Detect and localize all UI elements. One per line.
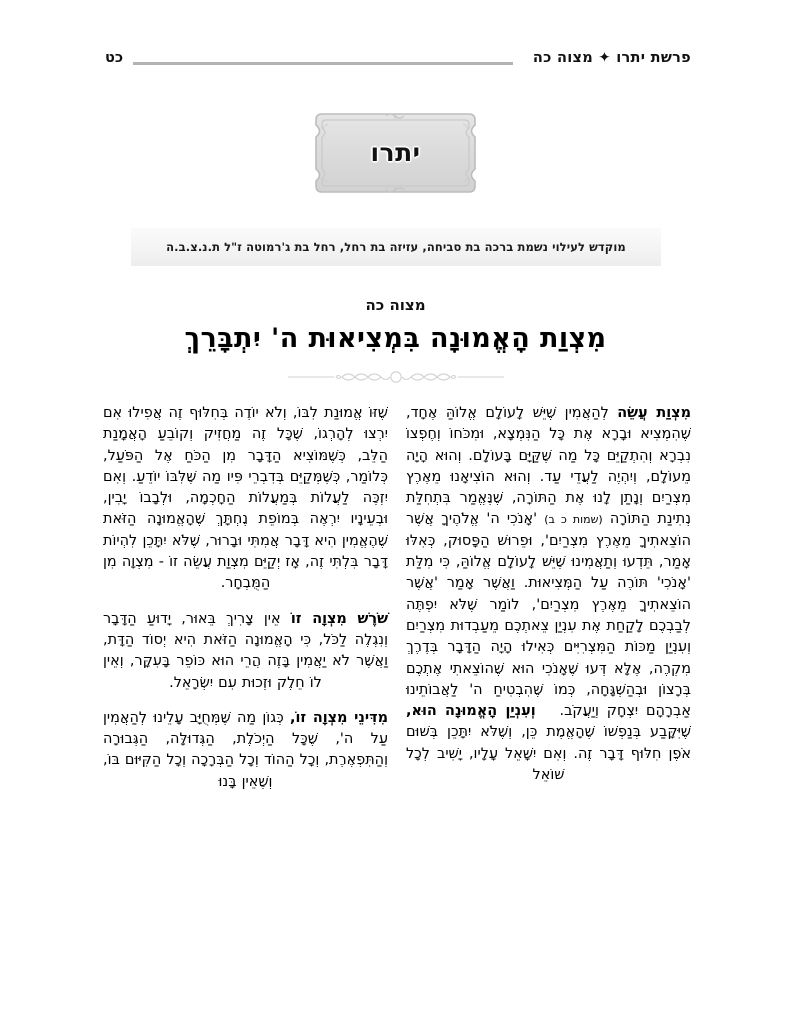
dedication-text: מוקדש לעילוי נשמת ברכה בת סביחה, עזיזה בת רחל, רחל בת ג'רמוטה ז"ל ת.נ.צ.ב.ה xyxy=(166,240,626,254)
ornament-divider xyxy=(0,368,791,386)
body-columns xyxy=(103,403,691,923)
paragraph-shoresh-mitzvah xyxy=(103,609,388,694)
running-header-title: פרשת יתרו ✦ מצוה כה xyxy=(532,50,691,66)
paragraph-dinei-text: כְּגוֹן מַה שֶּׁמְּחֻיָּב עָלֵינוּ לְהַאֲמִין עַל ה', שֶׁכָּל הַיְכֹלֶת, הַגְּדוּלָּה, הַגְּבוּרָה וְהַתִּפְאֶרֶת, וְכָל הַהוֹד וְכָל הַבְּרָכָה וְכָל הַקִּיּוּם בּוֹ, וְשֶׁאֵין בָּנוּ xyxy=(103,709,388,790)
paragraph-mitzvat-aseh xyxy=(406,403,691,786)
parasha-name-label: יתרו xyxy=(370,137,421,167)
dedication-band xyxy=(131,228,661,266)
lead-phrase-inyan-haemunah: וְעִנְיַן הָאֱמוּנָה הוּא, xyxy=(406,703,536,720)
flourish-divider-icon xyxy=(286,368,506,386)
paragraph-shoresh-text: אֵין צָרִיךְ בֵּאוּר, יָדוּעַ הַדָּבָר וְנִגְלֶה לַכֹּל, כִּי הָאֱמוּנָה הַזֹּאת הִיא יְסוֹד הַדָּת, וַאֲשֶׁר לֹא יַאֲמִין בָּזֶה הֲרֵי הוּא כּוֹפֵר בָּעִקָּר, וְאֵין לוֹ חֵלֶק וּזְכוּת עִם יִשְׂרָאֵל. xyxy=(103,610,388,691)
parasha-plaque xyxy=(308,111,483,195)
paragraph-text-part3: שֶׁיִּקָּבַע בְּנַפְשׁוֹ שֶׁהָאֱמֶת כֵּן, וְשֶׁלֹּא יִתָּכֵן בְּשׁוּם אֹפֶן חִלּוּף דָּבָר זֶה. וְאִם יִשָּׁאֵל עָלָיו, יָשִׁיב לְכָל שׁוֹאֵל xyxy=(406,724,691,784)
paragraph-text-part1: לְהַאֲמִין שֶׁיֵּשׁ לָעוֹלָם אֱלוֹהַּ אֶחָד, שֶׁהִמְצִיא וּבָרָא אֶת כָּל הַנִּמְצָא, וּמִכֹּחוֹ וְחֶפְצוֹ נִבְרָא וְהִתְקַיֵּם כָּל מַה שֶּׁקַּיָּם בָּעוֹלָם. וְהוּא הָיָה מֵעוֹלָם, וְיִהְיֶה לַעֲדֵי עַד. וְהוּא הוֹצִיאָנוּ מֵאֶרֶץ מִצְרַיִם וְנָתַן לָנוּ אֶת הַתּוֹרָה, שֶׁנֶּאֱמַר בִּתְחִלַּת נְתִינַת הַתּוֹרָה xyxy=(406,405,691,528)
paragraph-dinei-mitzvah xyxy=(103,708,388,793)
verse-citation: (שמות כ ב) xyxy=(544,513,603,527)
column-right xyxy=(406,403,691,923)
page-title: מִצְוַת הָאֱמוּנָה בִּמְצִיאוּת ה' יִתְבָּרֵךְ xyxy=(184,323,607,354)
lead-phrase-mitzvat-aseh: מִצְוַת עֲשֵׂה xyxy=(617,405,691,421)
lead-phrase-shoresh-mitzvah: שֹׁרֶשׁ מִצְוָה זוֹ xyxy=(290,610,388,627)
column-left xyxy=(103,403,388,923)
paragraph-continuation: שֶׁזּוֹ אֱמוּנַת לִבּוֹ, וְלֹא יוֹדֶה בְּחִלּוּף זֶה אֲפִילוּ אִם יִרְצוּ לְהָרְגוֹ, שֶׁכָּל זֶה מַחֲזִיק וְקוֹבֵעַ הָאֲמָנַת הַלֵּב, כְּשֶׁמּוֹצִיא הַדָּבָר מִן הַכֹּחַ אֶל הַפֹּעַל, כְּלוֹמַר, כְּשֶׁמְּקַיֵּם בְּדִבְרֵי פִּיו מַה שֶּׁלִּבּוֹ יוֹדֵעַ. וְאִם יִזְכֶּה לַעֲלוֹת בְּמַעֲלוֹת הַחָכְמָה, וּלְבָבוֹ יָבִין, וּבְעֵינָיו יִרְאֶה בְּמוֹפֵת נֶחְתָּךְ שֶׁהָאֱמוּנָה הַזֹּאת שֶׁהֶאֱמִין הִיא דָּבָר אֲמִתִּי וּבָרוּר, שֶׁלֹּא יִתָּכֵן לִהְיוֹת דָּבָר בִּלְתִּי זֶה, אָז יְקַיֵּם מִצְוַת עֲשֵׂה זוֹ - מִצְוָה מִן הַמֻּבְחָר. xyxy=(103,405,388,592)
lead-phrase-dinei-mitzvah: מִדִּינֵי מִצְוָה זוֹ, xyxy=(289,709,388,726)
mitzvah-number-label: מצוה כה xyxy=(365,296,426,314)
running-header-rule xyxy=(133,62,513,65)
page-folio-number: כט xyxy=(105,50,124,66)
paragraph-text-part2: 'אָנֹכִי ה' אֱלֹהֶיךָ אֲשֶׁר הוֹצֵאתִיךָ מֵאֶרֶץ מִצְרַיִם', וּפֵרוּשׁ הַפָּסוּק, כְּאִלּוּ אָמַר, תֵּדְעוּ וְתַאֲמִינוּ שֶׁיֵּשׁ לָעוֹלָם אֱלוֹהַּ, כִּי מִלַּת 'אָנֹכִי' תּוֹרֶה עַל הַמְּצִיאוּת. וַאֲשֶׁר אָמַר 'אֲשֶׁר הוֹצֵאתִיךָ מֵאֶרֶץ מִצְרַיִם', לוֹמַר שֶׁלֹּא יִפְתֶּה לְבַבְכֶם לָקַחַת אֶת עִנְיַן צֵאתְכֶם מֵעַבְדוּת מִצְרַיִם וְעִנְיַן מַכּוֹת הַמִּצְרִיִּים כְּאִילוּ הָיָה הַדָּבָר בְּדֶרֶךְ מִקְרֶה, אֶלָּא דְּעוּ שֶׁאָנֹכִי הוּא שֶׁהוֹצֵאתִי אֶתְכֶם בְּרָצוֹן וּבְהַשְׁגָּחָה, כְּמוֹ שֶׁהִבְטִיחַ ה' לַאֲבוֹתֵינוּ אַבְרָהָם יִצְחָק וְיַעֲקֹב. xyxy=(406,511,691,720)
parasha-plaque-container xyxy=(0,108,791,198)
running-header xyxy=(105,44,691,74)
